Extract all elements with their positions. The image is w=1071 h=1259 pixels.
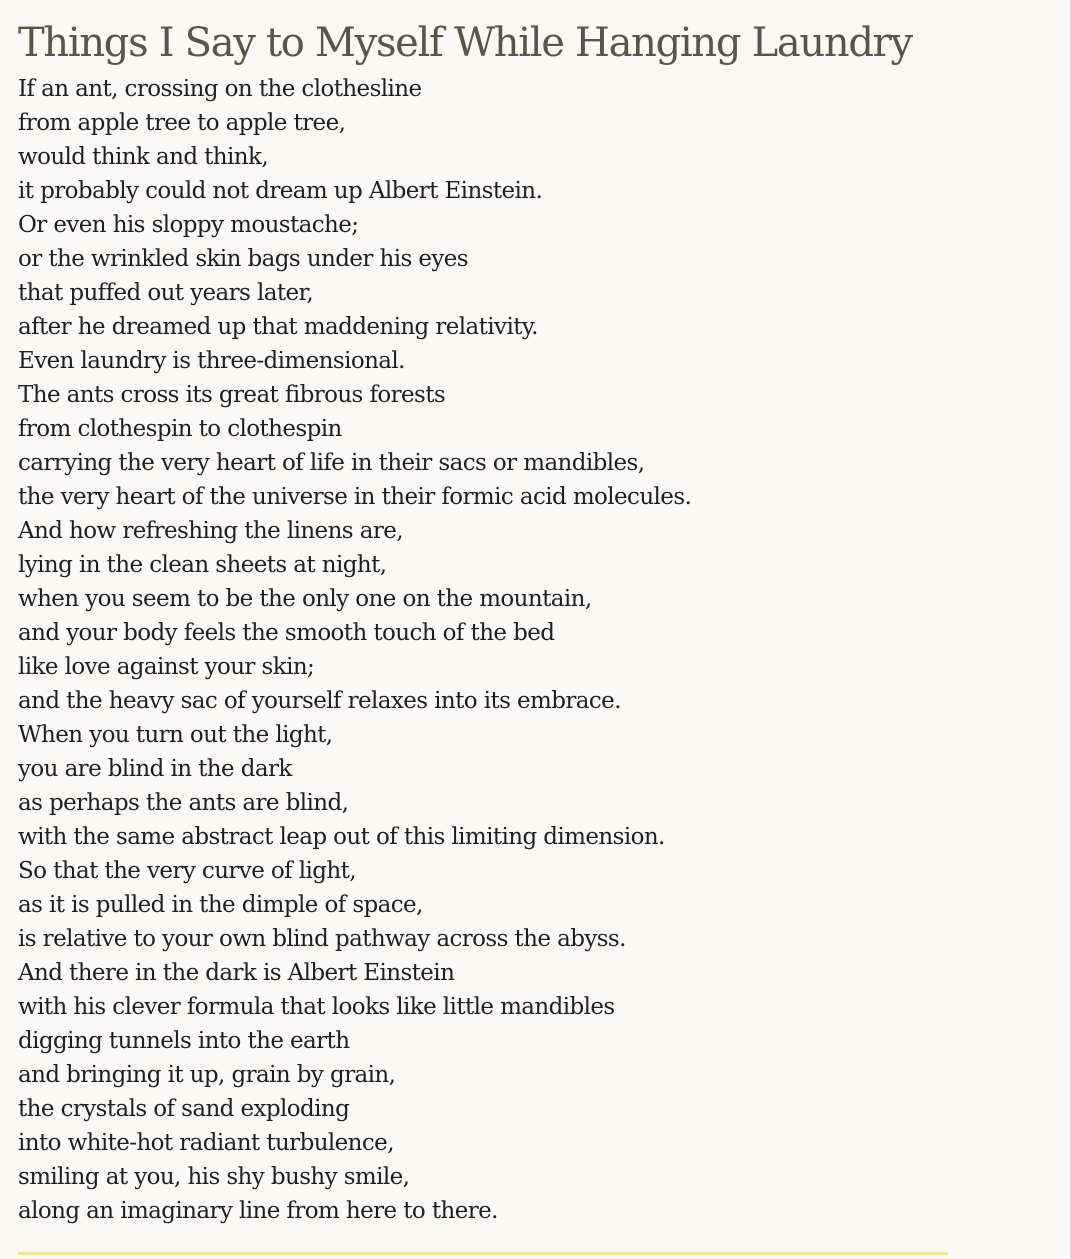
poem-line: and bringing it up, grain by grain,: [18, 1062, 396, 1088]
poem-line: would think and think,: [18, 144, 269, 170]
poem-line: is relative to your own blind pathway across the abyss.: [18, 926, 626, 952]
poem-line: like love against your skin;: [18, 654, 315, 680]
poem-article: [18, 14, 1058, 1228]
poem-line: and your body feels the smooth touch of the bed: [18, 620, 555, 646]
poem-line: If an ant, crossing on the clothesline: [18, 76, 422, 102]
poem-line: carrying the very heart of life in their sacs or mandibles,: [18, 450, 645, 476]
poem-line: it probably could not dream up Albert Einstein.: [18, 178, 543, 204]
poem-line: from clothespin to clothespin: [18, 416, 342, 442]
poem-line: the crystals of sand exploding: [18, 1096, 350, 1122]
poem-line: Or even his sloppy moustache;: [18, 212, 359, 238]
poem-line: that puffed out years later,: [18, 280, 314, 306]
poem-line: from apple tree to apple tree,: [18, 110, 346, 136]
poem-line: digging tunnels into the earth: [18, 1028, 350, 1054]
poem-line: into white-hot radiant turbulence,: [18, 1130, 394, 1156]
poem-line: The ants cross its great fibrous forests: [18, 382, 446, 408]
poem-line: lying in the clean sheets at night,: [18, 552, 387, 578]
poem-line: Even laundry is three-dimensional.: [18, 348, 405, 374]
poem-line: with his clever formula that looks like little mandibles: [18, 994, 615, 1020]
poem-line: and the heavy sac of yourself relaxes into its embrace.: [18, 688, 621, 714]
poem-line: the very heart of the universe in their formic acid molecules.: [18, 484, 692, 510]
poem-line: when you seem to be the only one on the mountain,: [18, 586, 592, 612]
poem-line: with the same abstract leap out of this limiting dimension.: [18, 824, 665, 850]
poem-line: And there in the dark is Albert Einstein: [18, 960, 455, 986]
poem-line: So that the very curve of light,: [18, 858, 356, 884]
poem-line: you are blind in the dark: [18, 756, 292, 782]
poem-line: or the wrinkled skin bags under his eyes: [18, 246, 468, 272]
poem-line: as it is pulled in the dimple of space,: [18, 892, 423, 918]
poem-line: along an imaginary line from here to there.: [18, 1198, 498, 1224]
bottom-divider: [18, 1252, 948, 1255]
poem-line: after he dreamed up that maddening relativity.: [18, 314, 538, 340]
poem-line: And how refreshing the linens are,: [18, 518, 403, 544]
poem-line: as perhaps the ants are blind,: [18, 790, 349, 816]
poem-title: Things I Say to Myself While Hanging Laundry: [18, 20, 912, 66]
poem-line: smiling at you, his shy bushy smile,: [18, 1164, 410, 1190]
poem-line: When you turn out the light,: [18, 722, 333, 748]
poem-body: [18, 72, 1058, 1228]
